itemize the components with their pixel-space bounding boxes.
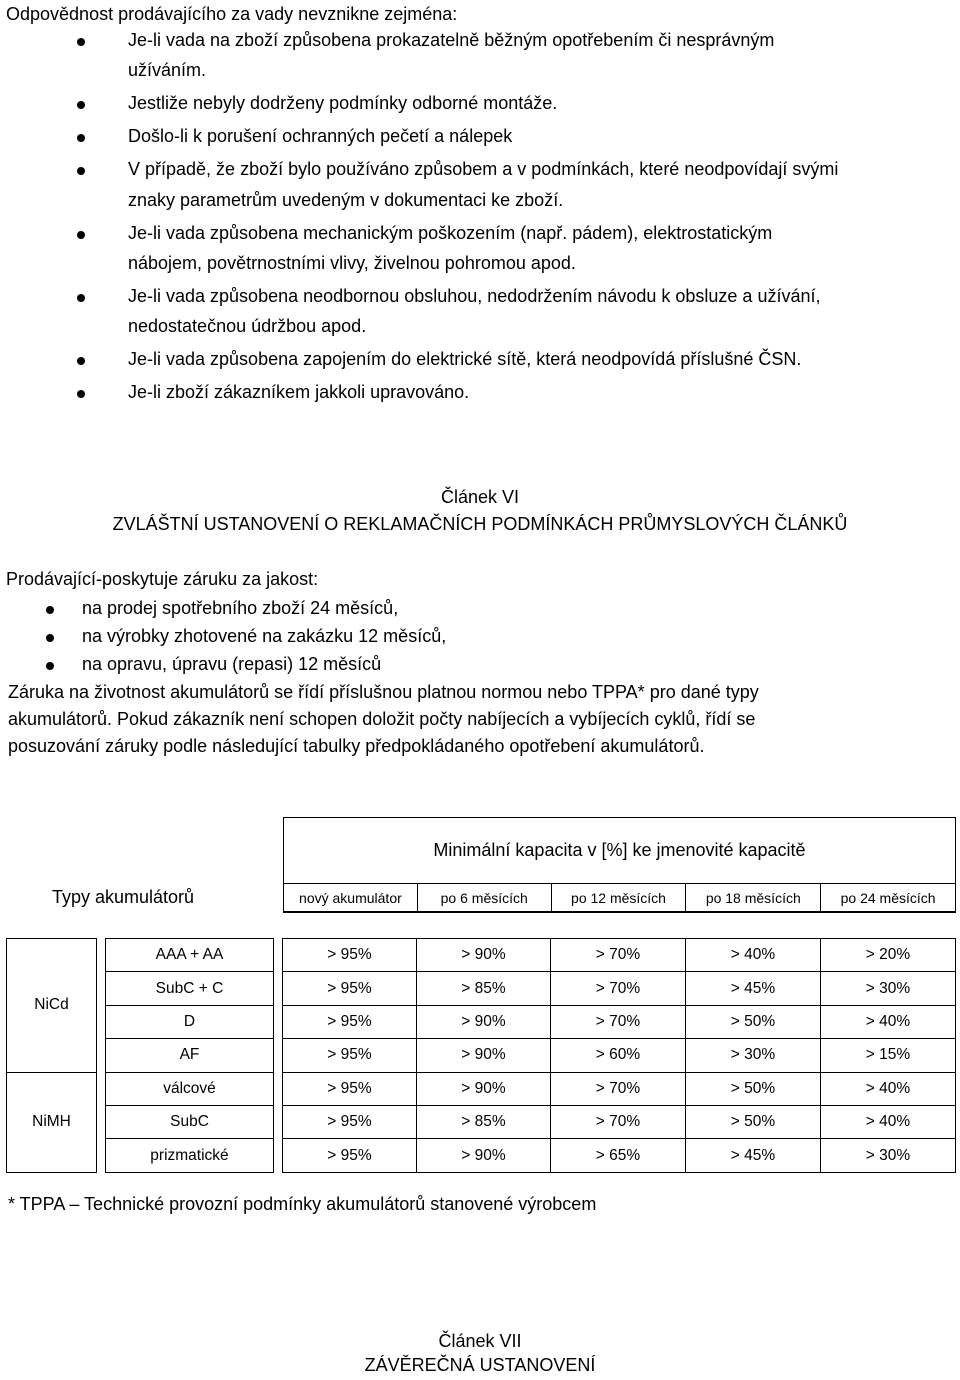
group-name: NiMH [7,1072,97,1172]
column-header: po 6 měsících [417,884,551,913]
bullet-icon [77,167,85,175]
warranty-item: na prodej spotřebního zboží 24 měsíců, [82,598,399,618]
value-cell: > 65% [551,1139,686,1172]
value-cell: > 95% [283,939,417,972]
bullet-icon [77,231,85,239]
value-cell: > 85% [417,972,551,1005]
spacer [274,972,283,1005]
value-cell: > 20% [821,939,956,972]
bullet-icon [77,390,85,398]
spacer [97,1072,106,1105]
footnote: * TPPA – Technické provozní podmínky akumulátorů stanovené výrobcem [8,1194,597,1214]
value-cell: > 95% [283,1139,417,1172]
value-cell: > 95% [283,1039,417,1072]
type-cell: D [106,1005,274,1038]
table-row [7,1039,956,1072]
spacer [274,1105,283,1138]
value-cell: > 85% [417,1105,551,1138]
value-cell: > 40% [686,939,821,972]
type-cell: AF [106,1039,274,1072]
bullet-icon [77,294,85,302]
spacer [97,972,106,1005]
table-row [7,1072,956,1105]
value-cell: > 90% [417,939,551,972]
type-cell: válcové [106,1072,274,1105]
bullet-icon [77,357,85,365]
table-row [7,939,956,972]
bullet-icon [46,634,54,642]
value-cell: > 15% [821,1039,956,1072]
list-item: Je-li vada na zboží způsobena prokazatelně běžným opotřebením či nesprávným [128,30,775,50]
value-cell: > 30% [821,972,956,1005]
list-item: Je-li vada způsobena neodbornou obsluhou, nedodržením návodu k obsluze a užívání, [128,286,821,306]
warranty-intro: Prodávající-poskytuje záruku za jakost: [6,569,319,589]
spacer [97,939,106,972]
spacer [274,1139,283,1172]
value-cell: > 70% [551,1005,686,1038]
value-cell: > 95% [283,1072,417,1105]
type-cell: SubC [106,1105,274,1138]
bullet-icon [46,662,54,670]
value-cell: > 50% [686,1072,821,1105]
list-item: Je-li vada způsobena zapojením do elektrické sítě, která neodpovídá příslušné ČSN. [128,349,802,369]
table-row [7,1105,956,1138]
spacer [97,1105,106,1138]
value-cell: > 30% [686,1039,821,1072]
value-cell: > 45% [686,972,821,1005]
value-cell: > 40% [821,1072,956,1105]
value-cell: > 95% [283,1005,417,1038]
column-header: po 12 měsících [551,884,686,913]
capacity-table [6,938,956,1173]
list-item: Došlo-li k porušení ochranných pečetí a nálepek [128,126,513,146]
bullet-icon [77,38,85,46]
value-cell: > 45% [686,1139,821,1172]
value-cell: > 60% [551,1039,686,1072]
value-cell: > 50% [686,1005,821,1038]
warranty-paragraph-line: posuzování záruky podle následující tabulky předpokládaného opotřebení akumulátorů. [8,736,705,756]
table-row [7,1139,956,1172]
list-item-cont: nedostatečnou údržbou apod. [128,316,367,336]
capacity-columns [283,883,956,913]
value-cell: > 90% [417,1139,551,1172]
value-cell: > 90% [417,1039,551,1072]
value-cell: > 40% [821,1005,956,1038]
spacer [97,1139,106,1172]
value-cell: > 90% [417,1005,551,1038]
list-item-cont: užíváním. [128,60,207,80]
value-cell: > 30% [821,1139,956,1172]
list-item: Je-li vada způsobena mechanickým poškozením (např. pádem), elektrostatickým [128,223,773,243]
liability-heading: Odpovědnost prodávajícího za vady nevznikne zejména: [6,4,458,24]
group-name: NiCd [7,939,97,1073]
warranty-item: na výrobky zhotovené na zakázku 12 měsíců, [82,626,447,646]
table-row [7,972,956,1005]
spacer [274,1039,283,1072]
value-cell: > 95% [283,972,417,1005]
bullet-icon [77,134,85,142]
warranty-paragraph-line: Záruka na životnost akumulátorů se řídí příslušnou platnou normou nebo TPPA* pro dané typy [8,682,759,702]
value-cell: > 70% [551,1105,686,1138]
list-item-cont: nábojem, povětrnostními vlivy, živelnou pohromou apod. [128,253,576,273]
list-item: Jestliže nebyly dodrženy podmínky odborné montáže. [128,93,558,113]
column-header: po 24 měsících [821,884,956,913]
capacity-table-title: Minimální kapacita v [%] ke jmenovité kapacitě [433,840,806,860]
battery-types-label: Typy akumulátorů [52,887,195,907]
value-cell: > 70% [551,1072,686,1105]
table-row [7,1005,956,1038]
spacer [274,1005,283,1038]
spacer [274,939,283,972]
value-cell: > 90% [417,1072,551,1105]
spacer [274,1072,283,1105]
article-6-number: Článek VI [440,487,520,507]
bullet-icon [77,101,85,109]
type-cell: SubC + C [106,972,274,1005]
warranty-item: na opravu, úpravu (repasi) 12 měsíců [82,654,382,674]
list-item: Je-li zboží zákazníkem jakkoli upravováno. [128,382,470,402]
list-item: V případě, že zboží bylo používáno způsobem a v podmínkách, které neodpovídají svými [128,159,839,179]
spacer [97,1039,106,1072]
column-header: po 18 měsících [686,884,821,913]
value-cell: > 40% [821,1105,956,1138]
type-cell: AAA + AA [106,939,274,972]
warranty-paragraph-line: akumulátorů. Pokud zákazník není schopen doložit počty nabíjecích a vybíjecích cyklů, řídí se [8,709,756,729]
value-cell: > 70% [551,972,686,1005]
article-6-title: ZVLÁŠTNÍ USTANOVENÍ O REKLAMAČNÍCH PODMÍNKÁCH PRŮMYSLOVÝCH ČLÁNKŮ [112,514,848,534]
list-item-cont: znaky parametrům uvedeným v dokumentaci ke zboží. [128,190,564,210]
type-cell: prizmatické [106,1139,274,1172]
column-header: nový akumulátor [284,884,418,913]
value-cell: > 70% [551,939,686,972]
spacer [97,1005,106,1038]
value-cell: > 50% [686,1105,821,1138]
value-cell: > 95% [283,1105,417,1138]
article-7-number: Článek VII [438,1331,522,1351]
bullet-icon [46,606,54,614]
article-7-title: ZÁVĚREČNÁ USTANOVENÍ [364,1355,596,1375]
